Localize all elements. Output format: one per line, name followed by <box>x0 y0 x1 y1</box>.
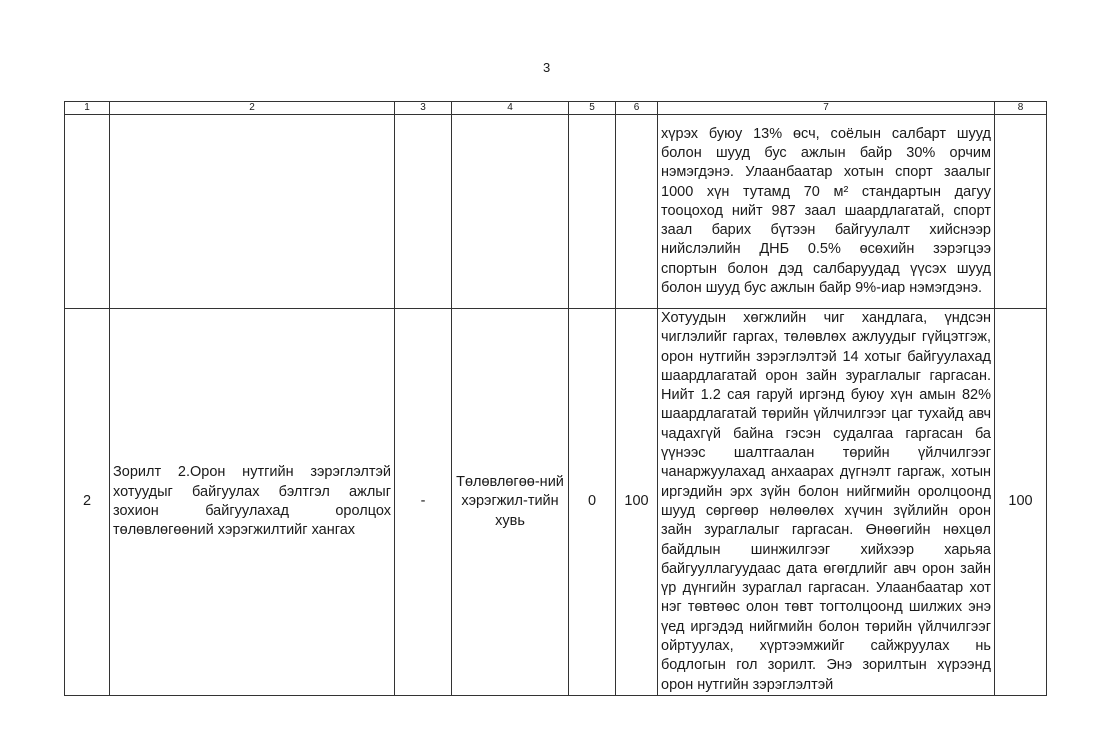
column-number: 4 <box>452 102 569 115</box>
description-cell: хүрэх буюу 13% өсч, соёлын салбарт шууд болон шууд бус ажлын байр 30% орчим нэмэгдэнэ. Улаанбаатар хотын спорт заалыг 1000 хүн тутамд 70 м² стандартын дагуу тооцоход нийт 987 заал шаардлагатай, спорт заал барих бүтээн байгуулалт хийснээр нийслэлийн ДНБ 0.5% өсөхийн зэрэгцээ спортын болон дэд салбаруудад үүсэх шууд болон шууд бус ажлын байр 9%-иар нэмэгдэнэ. <box>658 115 995 309</box>
objective-cell: Зорилт 2.Орон нутгийн зэрэглэлтэй хотуудыг байгуулах бэлтгэл ажлыг зохион байгуулахад оролцох төлөвлөгөөний хэрэгжилтийг хангах <box>110 309 395 696</box>
indicator-cell <box>452 115 569 309</box>
baseline-cell: - <box>395 309 452 696</box>
table-row <box>65 115 1047 309</box>
column-number-row <box>65 102 1047 115</box>
column-number: 7 <box>658 102 995 115</box>
row-number-cell <box>65 115 110 309</box>
baseline-cell <box>395 115 452 309</box>
indicator-cell: Төлөвлөгөө-ний хэрэгжил-тийн хувь <box>452 309 569 696</box>
page-number: 3 <box>543 60 551 75</box>
start-value-cell <box>569 115 616 309</box>
description-cell: Хотуудын хөгжлийн чиг хандлага, үндсэн чиглэлийг гаргах, төлөвлөх ажлуудыг гүйцэтгэж, орон нутгийн зэрэглэлтэй 14 хотыг байгуулахад шаардлагатай орон зайн зураглалыг гаргасан. Нийт 1.2 сая гаруй иргэнд буюу хүн амын 82% шаардлагатай төрийн үйлчилгээг цаг тухайд авч чадахгүй байна гэсэн судалгаа гаргасан ба үүнээс шалтгаалан төрийн үйлчилгээг чанаржуулахад анхаарах дүгнэлт гаргаж, хотын иргэдийн эрх зүйн болон нийгмийн оролцоонд шууд сөргөөр нөлөөлөх хүчин зүйлийн орон зайн зураглалыг гаргасан. Өнөөгийн нөхцөл байдлын шинжилгээг хийхээр харьяа байгууллагуудаас дата өгөгдлийг авч орон зайн үр дүнгийн зураглал гаргасан. Улаанбаатар хот нэг төвтөөс олон төвт тогтолцоонд шилжих энэ үед иргэдэд нийгмийн болон төрийн үйлчилгээг ойртуулах, хүртээмжийг сайжруулах нь бодлогын гол зорилт. Энэ зорилтын хүрээнд орон нутгийн зэрэглэлтэй <box>658 309 995 696</box>
table-row <box>65 309 1047 696</box>
report-table <box>64 101 1047 696</box>
target-value-cell: 100 <box>616 309 658 696</box>
row-number-cell: 2 <box>65 309 110 696</box>
column-number: 1 <box>65 102 110 115</box>
objective-cell <box>110 115 395 309</box>
column-number: 5 <box>569 102 616 115</box>
column-number: 6 <box>616 102 658 115</box>
target-value-cell <box>616 115 658 309</box>
column-number: 2 <box>110 102 395 115</box>
result-cell: 100 <box>995 309 1047 696</box>
result-cell <box>995 115 1047 309</box>
column-number: 8 <box>995 102 1047 115</box>
column-number: 3 <box>395 102 452 115</box>
start-value-cell: 0 <box>569 309 616 696</box>
